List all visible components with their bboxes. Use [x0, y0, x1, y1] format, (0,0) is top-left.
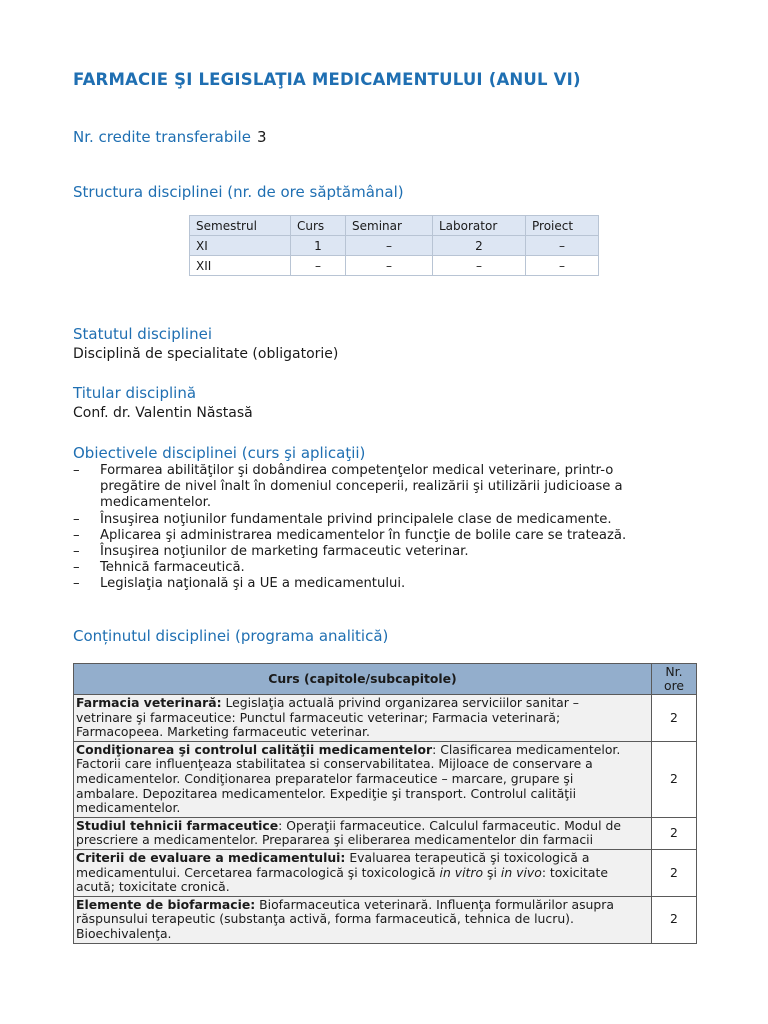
objective-line: medicamentelor.	[100, 495, 212, 511]
program-header-hours	[652, 664, 697, 695]
structure-cell: –	[346, 236, 433, 256]
list-item	[73, 528, 683, 544]
table-row	[74, 849, 697, 896]
dash-bullet: –	[73, 544, 80, 560]
objectives-heading: Obiectivele disciplinei (curs şi aplicaţii)	[73, 444, 366, 462]
row-title: Elemente de biofarmacie:	[76, 896, 256, 912]
objective-line: pregătire de nivel înalt în domeniul conceperii, realizării şi utilizării judicioase a	[100, 479, 623, 495]
structure-cell: –	[433, 256, 526, 276]
row-line: medicamentelor.	[76, 800, 181, 816]
row-line: Biofarmaceutica veterinară. Influenţa formulărilor asupra	[259, 896, 614, 912]
row-hours: 2	[652, 695, 697, 742]
page-title: FARMACIE ŞI LEGISLAŢIA MEDICAMENTULUI (ANUL VI)	[73, 70, 581, 89]
program-header-hours-line: Nr.	[665, 664, 683, 679]
structure-cell: –	[526, 256, 599, 276]
program-row-content	[74, 849, 652, 896]
row-line: Factorii care influenţeaza stabilitatea si conservabilitatea. Mijloace de conservare a	[76, 756, 593, 772]
dash-bullet: –	[73, 527, 80, 543]
objective-line: Tehnică farmaceutică.	[100, 560, 245, 576]
row-line: acută; toxicitate cronică.	[76, 879, 230, 895]
row-hours: 2	[652, 849, 697, 896]
row-line: Bioechivalenţa.	[76, 925, 172, 941]
credits-line	[73, 128, 267, 146]
objectives-list	[73, 463, 683, 593]
row-line: medicamentului. Cercetarea farmacologică şi toxicologică	[76, 864, 440, 880]
row-title: Criterii de evaluare a medicamentului:	[76, 849, 346, 865]
structure-cell: XI	[190, 236, 291, 256]
row-hours: 2	[652, 817, 697, 849]
row-line: vetrinare şi farmaceutice: Punctul farmaceutic veterinar; Farmacia veterinară;	[76, 709, 561, 725]
program-row-content	[74, 896, 652, 943]
list-item	[73, 512, 683, 528]
row-line: Legislaţia actuală privind organizarea serviciilor sanitar –	[225, 695, 579, 710]
program-row-content	[74, 817, 652, 849]
program-heading: Conținutul disciplinei (programa analitică)	[73, 627, 389, 645]
row-hours: 2	[652, 741, 697, 817]
objective-line: Aplicarea şi administrarea medicamentelor în funcţie de bolile care se tratează.	[100, 527, 627, 543]
table-row	[74, 896, 697, 943]
structure-header-cell: Proiect	[526, 216, 599, 236]
table-row	[74, 741, 697, 817]
row-title: Condiţionarea şi controlul calităţii medicamentelor	[76, 741, 433, 757]
row-italic: in vitro	[439, 864, 484, 880]
structure-cell: –	[346, 256, 433, 276]
structure-heading: Structura disciplinei (nr. de ore săptămânal)	[73, 183, 404, 201]
program-row-content	[74, 741, 652, 817]
structure-row	[190, 236, 599, 256]
objective-line: Formarea abilităţilor şi dobândirea competenţelor medical veterinare, printr-o	[100, 463, 614, 478]
row-line: medicamentelor. Condiţionarea preparatelor farmaceutice – marcare, grupare şi	[76, 770, 574, 786]
dash-bullet: –	[73, 576, 80, 592]
row-title: Farmacia veterinară:	[76, 695, 222, 710]
structure-table	[189, 215, 599, 276]
objective-line: Legislaţia naţională şi a UE a medicamentului.	[100, 576, 406, 592]
holder-heading: Titular disciplină	[73, 384, 197, 402]
structure-row	[190, 256, 599, 276]
structure-header-cell: Curs	[291, 216, 346, 236]
program-header-row	[74, 664, 697, 695]
structure-cell: 1	[291, 236, 346, 256]
row-line: : toxicitate	[541, 864, 608, 880]
row-line: ambalare. Depozitarea medicamentelor. Expediţie şi transport. Controlul calităţii	[76, 785, 577, 801]
row-line: : Clasificarea medicamentelor.	[432, 741, 621, 757]
structure-cell: –	[291, 256, 346, 276]
program-header-course: Curs (capitole/subcapitole)	[74, 664, 652, 695]
list-item	[73, 544, 683, 560]
structure-cell: 2	[433, 236, 526, 256]
credits-value: 3	[256, 128, 267, 146]
credits-label: Nr. credite transferabile	[73, 128, 251, 146]
row-line: Farmacopeea. Marketing farmaceutic veterinar.	[76, 724, 370, 740]
row-line: şi	[483, 864, 501, 880]
dash-bullet: –	[73, 560, 80, 576]
dash-bullet: –	[73, 511, 80, 527]
dash-bullet: –	[73, 463, 80, 478]
structure-cell: –	[526, 236, 599, 256]
program-table	[73, 663, 697, 944]
program-row-content	[74, 695, 652, 742]
structure-header-cell: Seminar	[346, 216, 433, 236]
list-item	[73, 576, 683, 592]
structure-cell: XII	[190, 256, 291, 276]
holder-text: Conf. dr. Valentin Năstasă	[73, 405, 253, 421]
status-heading: Statutul disciplinei	[73, 325, 212, 343]
status-text: Disciplină de specialitate (obligatorie)	[73, 346, 339, 362]
row-line: : Operaţii farmaceutice. Calculul farmaceutic. Modul de	[278, 817, 621, 833]
row-line: răspunsului terapeutic (substanţa activă, forma farmaceutică, tehnica de lucru).	[76, 911, 574, 927]
row-italic: in vivo	[500, 864, 542, 880]
structure-header-cell: Semestrul	[190, 216, 291, 236]
row-line: prescriere a medicamentelor. Prepararea şi eliberarea medicamentelor din farmacii	[76, 832, 594, 848]
program-header-hours-line: ore	[663, 678, 685, 693]
structure-header-row	[190, 216, 599, 236]
row-title: Studiul tehnicii farmaceutice	[76, 817, 279, 833]
structure-header-cell: Laborator	[433, 216, 526, 236]
objective-line: Însuşirea noţiunilor fundamentale privind principalele clase de medicamente.	[100, 511, 612, 527]
list-item	[73, 560, 683, 576]
table-row	[74, 695, 697, 742]
list-item	[73, 463, 683, 512]
objective-line: Însuşirea noţiunilor de marketing farmaceutic veterinar.	[100, 544, 469, 560]
table-row	[74, 817, 697, 849]
row-hours: 2	[652, 896, 697, 943]
row-line: Evaluarea terapeutică şi toxicologică a	[349, 849, 590, 865]
